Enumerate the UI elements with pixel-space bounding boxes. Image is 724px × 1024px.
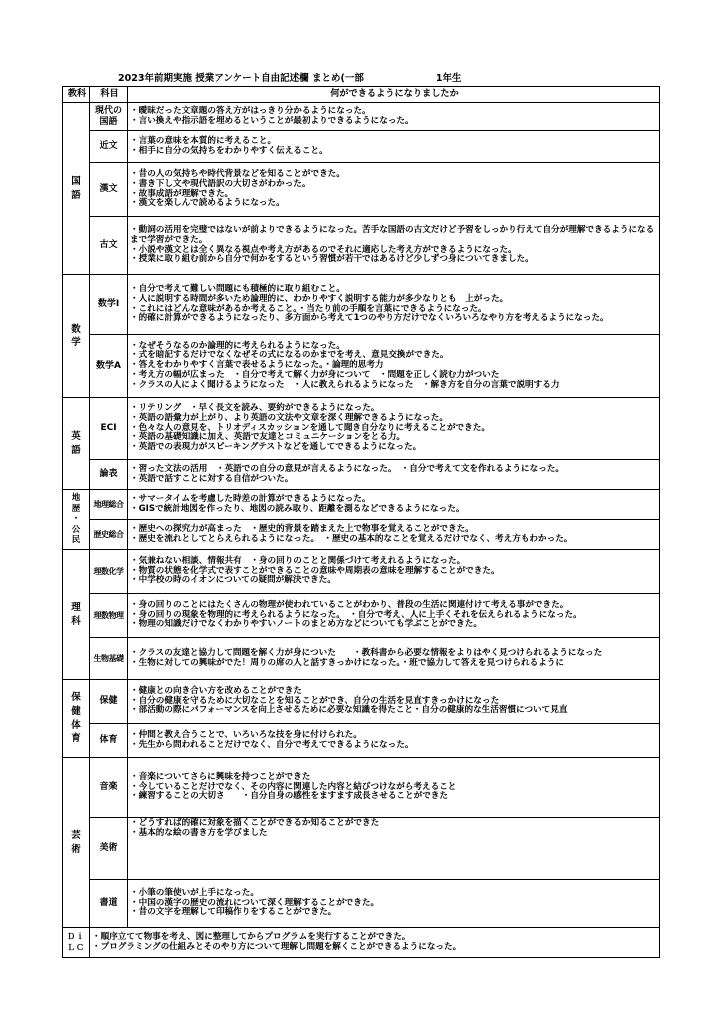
course-cell: 美術 bbox=[90, 818, 128, 880]
course-column-header: 科目 bbox=[90, 87, 128, 103]
subject-rika: 理 科 bbox=[63, 550, 90, 680]
content-cell: ・自分で考えて難しい問題にも積極的に取り組むこと。 ・人に説明する時間が多いため論理的に、わかりやすく説明する能力が多少なりとも 上がった。 ・これにはどんな意味があるか考えること。・当たり前の手順を言葉にできるようになった。 ・的確に計算ができるようになったり、多方面から考えて1つのやり方だけでなくいろいろなやり方を考えるようになった。 bbox=[128, 275, 660, 335]
table-row bbox=[63, 217, 660, 275]
content-cell: ・仲間と教え合うことで、いろいろな技を身に付けられた。 ・先生から問われることだけでなく、自分で考えてできるようになった。 bbox=[128, 724, 660, 758]
table-row bbox=[63, 880, 660, 928]
content-cell: ・クラスの友達と協力して問題を解く力が身についた ・教科書から必要な情報をよりはやく見つけられるようになった ・生物に対しての興味がでた！周りの席の人と話すきっかけになった。・班で協力して答えを見つけられるように bbox=[128, 638, 660, 680]
course-cell: 論表 bbox=[90, 460, 128, 490]
table-row bbox=[63, 275, 660, 335]
table-row bbox=[63, 163, 660, 217]
course-cell: 音楽 bbox=[90, 758, 128, 818]
content-cell: ・昔の人の気持ちや時代背景などを知ることができた。 ・書き下し文や現代語訳の大切さがわかった。 ・故事成語が理解できた。 ・漢文を楽しんで読めるようになった。 bbox=[128, 163, 660, 217]
content-cell: ・どうすれば的確に対象を描くことができるか知ることができた ・基本的な絵の書き方を学びました bbox=[128, 818, 660, 880]
survey-table bbox=[62, 86, 660, 958]
content-cell: ・習った文法の活用 ・英語での自分の意見が言えるようになった。 ・自分で考えて文を作れるようになった。 ・英語で話すことに対する自信がついた。 bbox=[128, 460, 660, 490]
subject-eigo: 英 語 bbox=[63, 398, 90, 490]
course-cell: 歴史総合 bbox=[90, 520, 128, 550]
subject-kokugo: 国 語 bbox=[63, 103, 90, 275]
table-row bbox=[63, 520, 660, 550]
subject-column-header: 教科 bbox=[63, 87, 90, 103]
grade-label: 1年生 bbox=[435, 73, 462, 84]
course-cell: 古文 bbox=[90, 217, 128, 275]
course-cell: ECI bbox=[90, 398, 128, 460]
subject-hoken: 保 健 体 育 bbox=[63, 680, 90, 758]
course-cell: 数学A bbox=[90, 335, 128, 398]
content-cell: ・なぜそうなるのか論理的に考えられるようになった。 ・式を暗記するだけでなくなぜその式になるのかまでを考え、意見交換ができた。 ・答えをわかりやすく言葉で表せるようになった。・論理的思考力 ・考え方の幅が広まった ・自分で考えて解く力が身について ・問題を正しく読む力がついた ・クラスの人によく聞けるようになった ・人に教えられるようになった ・解き方を自分の言葉で説明する力 bbox=[128, 335, 660, 398]
table-row bbox=[63, 398, 660, 460]
content-cell: ・リテリング ・早く長文を読み、要約ができるようになった。 ・英語の語彙力が上がり、より英語の文法や文章を深く理解できるようになった。 ・色々な人の意見を、トリオディスカッションを通して聞き自分なりに考えることができた。 ・英語の基礎知識に加え、英語で友達とコミュニケーションをとる力。 ・英語での表現力がスピーキングテストなどを通してできるようになった。 bbox=[128, 398, 660, 460]
content-cell: ・サマータイムを考慮した時差の計算ができるようになった。 ・GISで統計地図を作ったり、地図の読み取り、距離を測るなどできるようになった。 bbox=[128, 490, 660, 520]
content-cell: ・順序立てて物事を考え、図に整理してからプログラムを実行することができた。 ・プログラミングの仕組みとそのやり方について理解し問題を解くことができるようになった。 bbox=[90, 928, 660, 958]
course-cell: 理数化学 bbox=[90, 550, 128, 594]
course-cell: 保健 bbox=[90, 680, 128, 724]
table-row bbox=[63, 490, 660, 520]
subject-chireki: 地 歴 ・ 公 民 bbox=[63, 490, 90, 550]
course-cell: 体育 bbox=[90, 724, 128, 758]
course-cell: 理数物理 bbox=[90, 594, 128, 638]
table-row bbox=[63, 724, 660, 758]
content-column-header: 何ができるようになりましたか bbox=[128, 87, 660, 103]
document-title: 2023年前期実施 授業アンケート自由記述欄 まとめ(一部 bbox=[118, 73, 364, 84]
content-cell: ・小筆の筆使いが上手になった。 ・中国の漢字の歴史の流れについて深く理解することができた。 ・昔の文字を理解して印稿作りをすることができた。 bbox=[128, 880, 660, 928]
table-row bbox=[63, 638, 660, 680]
content-cell: ・動詞の活用を完璧ではないが前よりできるようになった。苦手な国語の古文だけど予習をしっかり行えて自分が理解できるようになるまで学習ができた。 ・小説や漢文とは全く異なる視点や考え方があるのでそれに適応した考え方ができるようになった。 ・授業に取り組む前から自分で何かをするという習慣が若干ではあるけど少しずつ身についてきました。 bbox=[128, 217, 660, 275]
course-cell: 近文 bbox=[90, 131, 128, 163]
content-cell: ・言葉の意味を本質的に考えること。 ・相手に自分の気持ちをわかりやすく伝えること。 bbox=[128, 131, 660, 163]
course-cell: 数学Ⅰ bbox=[90, 275, 128, 335]
table-row bbox=[63, 818, 660, 880]
subject-geijutsu: 芸 術 bbox=[63, 758, 90, 928]
content-cell: ・健康との向き合い方を改めることができた ・自分の健康を守るために大切なことを知ることができ、自分の生活を見直すきっかけになった ・部活動の際にパフォーマンスを向上させるために必要な知識を得たこと・自分の健康的な生活習慣について見直 bbox=[128, 680, 660, 724]
table-row bbox=[63, 758, 660, 818]
table-row bbox=[63, 680, 660, 724]
table-header-row bbox=[63, 87, 660, 103]
table-row bbox=[63, 928, 660, 958]
table-row bbox=[63, 460, 660, 490]
course-cell: 地理総合 bbox=[90, 490, 128, 520]
course-cell: 生物基礎 bbox=[90, 638, 128, 680]
subject-sugaku: 数 学 bbox=[63, 275, 90, 398]
content-cell: ・気兼ねない相談、情報共有 ・身の回りのことと関係づけて考えれるようになった。 ・物質の状態を化学式で表すことができることの意味や周期表の意味を理解することができた。 ・中学校の時のイオンについての疑問が解決できた。 bbox=[128, 550, 660, 594]
content-cell: ・音楽についてさらに興味を持つことができた ・今していることだけでなく、その内容に関連した内容と結びつけながら考えること ・練習することの大切さ ・自分自身の感性をますます成長させることができた bbox=[128, 758, 660, 818]
content-cell: ・歴史への探究力が高まった ・歴史的背景を踏まえた上で物事を覚えることができた。 ・歴史を流れとしてとらえられるようになった。 ・歴史の基本的なことを覚えるだけでなく、考え方もわかった。 bbox=[128, 520, 660, 550]
course-cell: 現代の国語 bbox=[90, 103, 128, 131]
document-header bbox=[118, 70, 461, 84]
content-cell: ・曖昧だった文章題の答え方がはっきり分かるようになった。 ・言い換えや指示語を埋めるということが最初よりできるようになった。 bbox=[128, 103, 660, 131]
course-cell: 漢文 bbox=[90, 163, 128, 217]
table-row bbox=[63, 103, 660, 131]
course-cell: 書道 bbox=[90, 880, 128, 928]
table-row bbox=[63, 131, 660, 163]
table-row bbox=[63, 550, 660, 594]
content-cell: ・身の回りのことにはたくさんの物理が使われていることがわかり、普段の生活に関連付けて考える事ができた。 ・身の回りの現象を物理的に考えられるようになった。 ・自分で考え、人に上手くそれを伝えられるようになった。 ・物理の知識だけでなくわかりやすいノートのまとめ方などについても学ぶことができた。 bbox=[128, 594, 660, 638]
table-row bbox=[63, 594, 660, 638]
subject-dilc: Ｄｉ ＬＣ bbox=[63, 928, 90, 958]
table-row bbox=[63, 335, 660, 398]
